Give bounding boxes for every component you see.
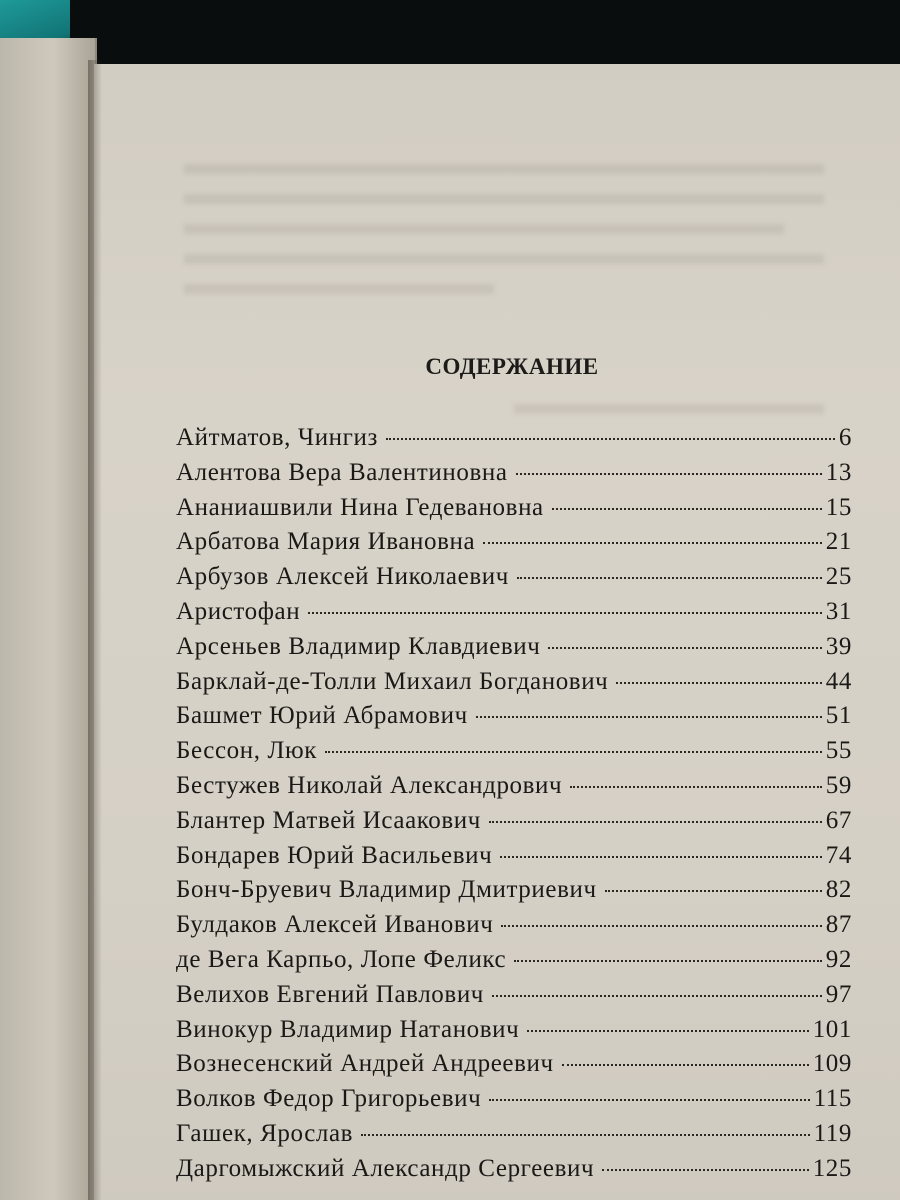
dot-leader (527, 1030, 808, 1032)
entry-name: Велихов Евгений Павлович (176, 980, 484, 1008)
show-through-text (184, 284, 494, 294)
contents-entry (176, 459, 852, 494)
dot-leader (517, 577, 822, 579)
entry-page-number: 51 (825, 702, 852, 730)
contents-entry (176, 876, 852, 911)
entry-page-number: 6 (838, 424, 852, 451)
entry-page-number: 87 (825, 911, 852, 939)
entry-page-number: 97 (825, 980, 852, 1008)
entry-name: Арбузов Алексей Николаевич (176, 563, 509, 591)
entry-name: Блантер Матвей Исаакович (176, 806, 481, 834)
entry-name: Волков Федор Григорьевич (176, 1085, 482, 1113)
entry-page-number: 25 (825, 563, 852, 591)
contents-page (94, 64, 900, 1200)
contents-entry (176, 1120, 852, 1155)
contents-entry (176, 563, 852, 598)
show-through-text (184, 164, 824, 174)
entry-page-number: 15 (825, 493, 852, 521)
entry-page-number: 59 (825, 771, 852, 799)
show-through-text (184, 224, 784, 234)
dot-leader (516, 473, 822, 475)
entry-name: Винокур Владимир Натанович (176, 1015, 520, 1043)
entry-name: Бессон, Люк (176, 737, 318, 765)
entry-name: Барклай-де-Толли Михаил Богданович (176, 667, 609, 695)
page-title: СОДЕРЖАНИЕ (425, 354, 599, 379)
entry-page-number: 74 (825, 841, 852, 869)
entry-name: Арбатова Мария Ивановна (176, 528, 476, 556)
entry-page-number: 115 (813, 1085, 852, 1113)
dot-leader (325, 751, 822, 753)
entry-name: Ананиашвили Нина Гедевановна (176, 493, 544, 521)
entry-page-number: 119 (813, 1119, 852, 1147)
dot-leader (552, 508, 822, 510)
entry-name: Алентова Вера Валентиновна (176, 458, 508, 486)
entry-page-number: 92 (825, 945, 852, 973)
contents-entry (176, 598, 852, 633)
entry-page-number: 125 (812, 1154, 852, 1182)
contents-entry (176, 842, 852, 877)
show-through-text (184, 254, 824, 264)
contents-entry (176, 911, 852, 946)
entry-name: Бестужев Николай Александрович (176, 771, 563, 799)
contents-entry (176, 772, 852, 807)
dot-leader (483, 542, 822, 544)
contents-entry (176, 737, 852, 772)
dot-leader (514, 960, 822, 962)
contents-entry (176, 633, 852, 668)
contents-entry (176, 668, 852, 703)
dot-leader (570, 786, 822, 788)
entry-page-number: 44 (825, 667, 852, 695)
dot-leader (602, 1169, 809, 1171)
entry-name: Башмет Юрий Абрамович (176, 702, 468, 730)
show-through-text (184, 194, 824, 204)
entry-name: Гашек, Ярослав (176, 1119, 354, 1147)
contents-entry (176, 1050, 852, 1085)
dot-leader (489, 821, 822, 823)
dot-leader (548, 647, 821, 649)
dot-leader (489, 1099, 809, 1101)
entry-page-number: 82 (825, 876, 852, 904)
dot-leader (605, 890, 822, 892)
entry-name: де Вега Карпьо, Лопе Феликс (176, 945, 507, 973)
entry-page-number: 13 (825, 458, 852, 486)
dot-leader (562, 1064, 809, 1066)
entry-name: Аристофан (176, 597, 301, 625)
contents-entry (176, 981, 852, 1016)
gutter-shadow (88, 60, 102, 1200)
contents-entry (176, 528, 852, 563)
dot-leader (492, 995, 822, 997)
entry-page-number: 101 (812, 1015, 852, 1043)
entry-page-number: 21 (825, 528, 852, 556)
entry-name: Даргомыжский Александр Сергеевич (176, 1154, 595, 1182)
dot-leader (386, 438, 835, 440)
contents-entry (176, 1016, 852, 1051)
contents-entry (176, 1085, 852, 1120)
show-through-text (514, 404, 824, 414)
entry-name: Вознесенский Андрей Андреевич (176, 1050, 554, 1078)
contents-entry (176, 1155, 852, 1190)
entry-page-number: 31 (825, 597, 852, 625)
entry-page-number: 109 (812, 1050, 852, 1078)
dot-leader (308, 612, 822, 614)
entry-name: Бонч-Бруевич Владимир Дмитриевич (176, 876, 597, 904)
entry-page-number: 67 (825, 806, 852, 834)
dot-leader (361, 1134, 810, 1136)
dot-leader (501, 925, 821, 927)
left-page-edge (0, 38, 97, 1200)
entry-name: Бондарев Юрий Васильевич (176, 841, 493, 869)
contents-entry (176, 494, 852, 529)
contents-entry (176, 424, 852, 459)
entry-page-number: 39 (825, 632, 852, 660)
contents-entry (176, 807, 852, 842)
contents-entry (176, 702, 852, 737)
entry-page-number: 55 (825, 737, 852, 765)
dot-leader (500, 856, 822, 858)
contents-list (176, 424, 852, 1190)
contents-entry (176, 946, 852, 981)
entry-name: Булдаков Алексей Иванович (176, 911, 494, 939)
dot-leader (476, 716, 822, 718)
entry-name: Айтматов, Чингиз (176, 424, 378, 451)
dot-leader (616, 682, 821, 684)
entry-name: Арсеньев Владимир Клавдиевич (176, 632, 541, 660)
